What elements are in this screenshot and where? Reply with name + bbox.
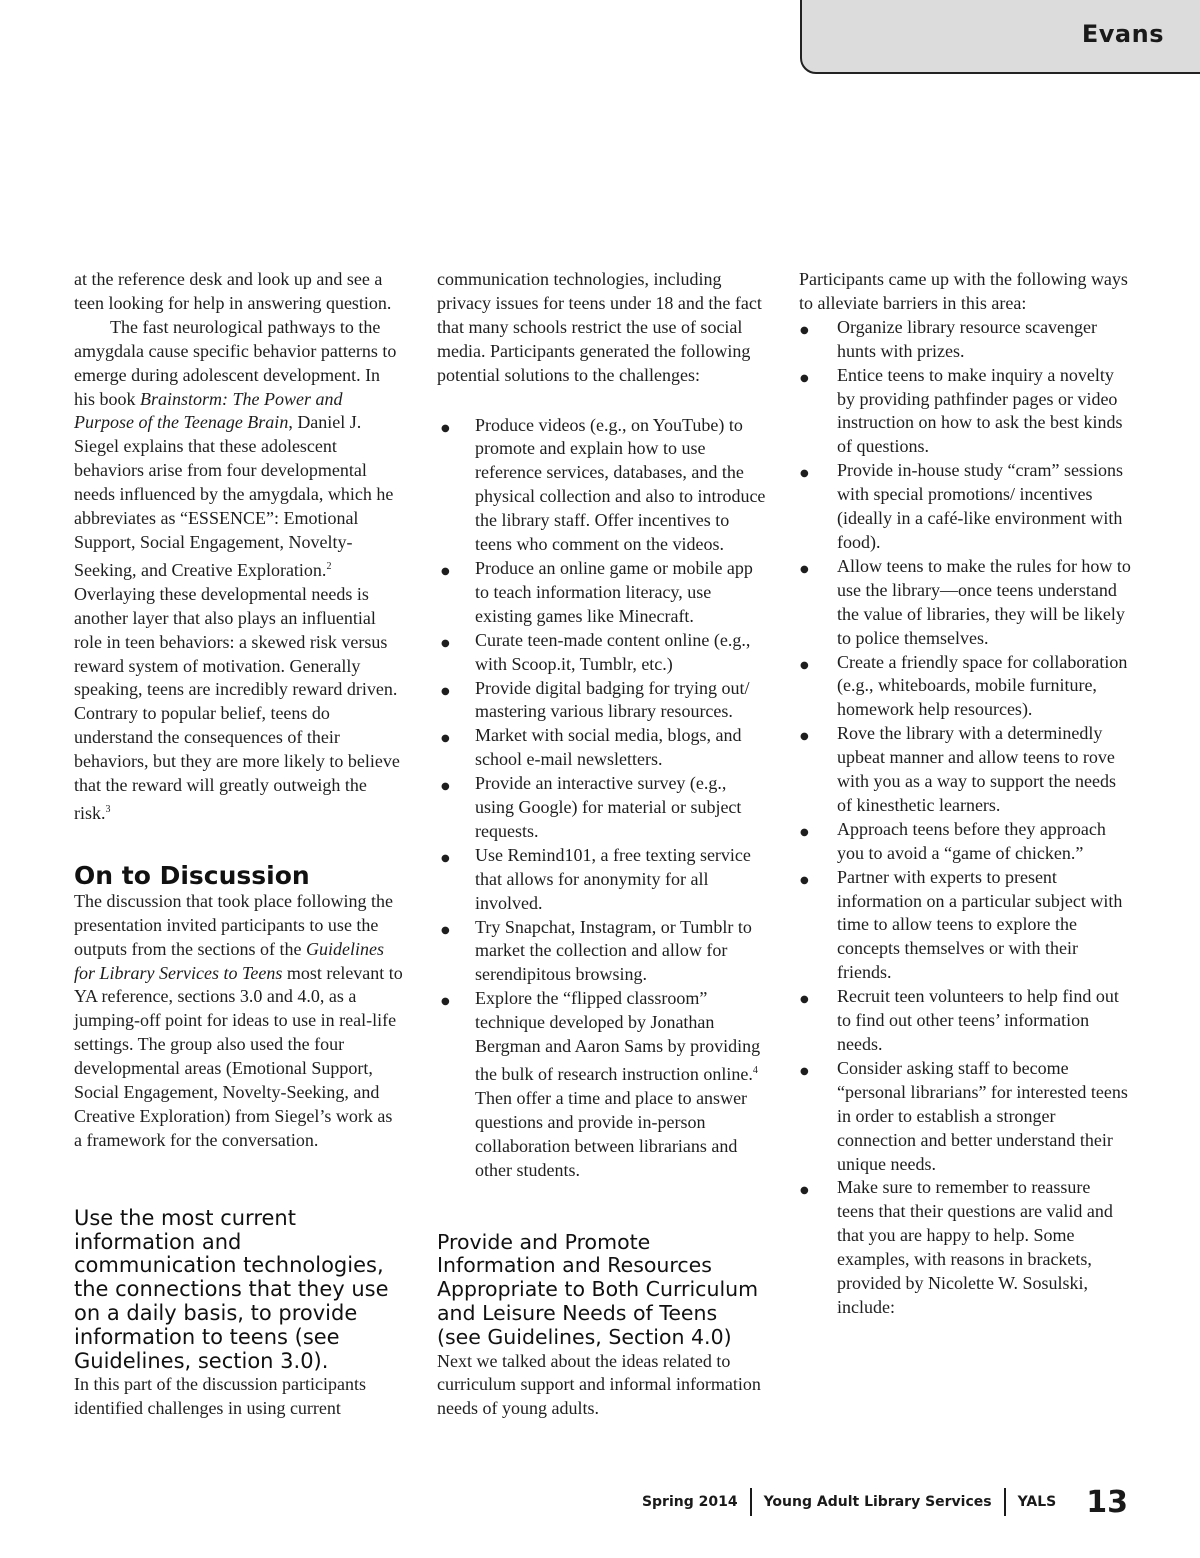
footnote-ref: 4 [752, 1065, 758, 1076]
subsection-heading: Use the most current information and communication technologies, the connections that they use on a daily basis, to provide information to teens (see Guidelines, section 3.0). [74, 1205, 389, 1373]
list-item: ● Try Snapchat, Instagram, or Tumblr to market the collection and allow for serendipitous browsing. [437, 916, 767, 988]
list-item: ● Rove the library with a determinedly upbeat manner and allow teens to rove with you as a way to support the needs of kinesthetic learners. [799, 722, 1131, 818]
list-item: ● Allow teens to make the rules for how to use the library—once teens understand the value of libraries, they will be likely to police themselves. [799, 555, 1131, 651]
list-item: ● Organize library resource scavenger hunts with prizes. [799, 316, 1131, 364]
paragraph [74, 316, 404, 826]
page-number: 13 [1086, 1484, 1128, 1520]
list-item: ● Entice teens to make inquiry a novelty by providing pathfinder pages or video instruction on how to ask the best kinds of questions. [799, 364, 1131, 460]
list-item: ● Provide digital badging for trying out/ mastering various library resources. [437, 677, 767, 725]
text-run: Explore the “flipped classroom” technique developed by Jonathan Bergman and Aaron Sams by providing the bulk of research instruction online. [475, 988, 761, 1084]
list-item: ● Use Remind101, a free texting service that allows for anonymity for all involved. [437, 844, 767, 916]
paragraph: Next we talked about the ideas related to curriculum support and informal information needs of young adults. [437, 1350, 761, 1419]
column-1 [74, 268, 404, 1421]
paragraph [74, 890, 404, 1153]
text-run: Overlaying these developmental needs is another layer that also plays an influential role in teen behaviors: a skewed risk versus reward system of motivation. Generally speaking, teens are incredibly reward driven. Contrary to popular belief, teens do understand the consequences of their behaviors, but they are more likely to believe that the reward will greatly outweigh the risk. [74, 583, 400, 823]
footer-divider [1004, 1488, 1006, 1516]
list-item: ● Partner with experts to present information on a particular subject with time to allow teens to explore the concepts themselves or with their friends. [799, 866, 1131, 986]
paragraph: at the reference desk and look up and see a teen looking for help in answering question. [74, 269, 392, 313]
footnote-ref: 3 [105, 803, 111, 815]
guidelines-title: Guidelines for Library Services to Teens [74, 938, 384, 983]
list-item: ● Make sure to remember to reassure teens that their questions are valid and that you are happy to help. Some examples, with reasons in brackets, provided by Nicolette W. Sosulski, include: [799, 1176, 1131, 1319]
text-run: The fast neurological pathways to the amygdala cause specific behavior patterns to emerge during adolescent development. In his book [74, 316, 397, 409]
footnote-ref: 2 [326, 560, 332, 572]
barriers-list [799, 316, 1131, 1320]
journal-abbrev: YALS [1017, 1494, 1057, 1510]
footer-divider [750, 1488, 752, 1516]
list-item: ● Consider asking staff to become “personal librarians” for interested teens in order to establish a stronger connection and better understand their unique needs. [799, 1057, 1131, 1177]
author-name: Evans [1081, 20, 1164, 48]
section-heading: On to Discussion [74, 860, 310, 890]
subsection-heading: Provide and Promote Information and Resources Appropriate to Both Curriculum and Leisure Needs of Teens (see Guidelines, Section 4.0) [437, 1229, 759, 1349]
text-run: , Daniel J. Siegel explains that these adolescent behaviors arise from four developmental needs influenced by the amygdala, which he abbreviates as “ESSENCE”: Emotional Support, Social Engagement, Novelty-Seeking, and Creative Exploration. [74, 412, 394, 580]
text-run: Then offer a time and place to answer questions and provide in-person collaboration between librarians and other students. [475, 1087, 748, 1180]
list-item: ● Create a friendly space for collaboration (e.g., whiteboards, mobile furniture, homework help resources). [799, 651, 1131, 723]
page-footer [642, 1482, 1128, 1522]
solutions-list [437, 414, 767, 1183]
paragraph: In this part of the discussion participants identified challenges in using current [74, 1374, 366, 1419]
list-item [437, 987, 767, 1182]
list-item: ● Produce videos (e.g., on YouTube) to promote and explain how to use reference services, databases, and the physical collection and also to introduce the library staff. Offer incentives to teens who comment on the videos. [437, 414, 767, 557]
journal-name: Young Adult Library Services [763, 1494, 992, 1510]
column-3 [799, 268, 1131, 1320]
list-item: ● Curate teen-made content online (e.g., with Scoop.it, Tumblr, etc.) [437, 629, 767, 677]
book-title: Brainstorm: The Power and Purpose of the Teenage Brain [74, 388, 343, 433]
paragraph: communication technologies, including privacy issues for teens under 18 and the fact that many schools restrict the use of social media. Participants generated the following potential solutions to the challenges: [437, 269, 762, 385]
list-item: ● Approach teens before they approach you to avoid a “game of chicken.” [799, 818, 1131, 866]
paragraph: Participants came up with the following ways to alleviate barriers in this area: [799, 269, 1128, 313]
list-item: ● Recruit teen volunteers to help find out to find out other teens’ information needs. [799, 985, 1131, 1057]
text-run: The discussion that took place following the presentation invited participants to use the outputs from the sections of the [74, 890, 393, 959]
list-item: ● Provide an interactive survey (e.g., using Google) for material or subject requests. [437, 772, 767, 844]
list-item: ● Provide in-house study “cram” sessions with special promotions/ incentives (ideally in a café-like environment with food). [799, 459, 1131, 555]
list-item: ● Produce an online game or mobile app to teach information literacy, use existing games like Minecraft. [437, 557, 767, 629]
author-tab [800, 0, 1200, 74]
list-item: ● Market with social media, blogs, and school e-mail newsletters. [437, 724, 767, 772]
issue-season: Spring 2014 [641, 1494, 738, 1510]
text-run: most relevant to YA reference, sections 3.0 and 4.0, as a jumping-off point for ideas to use in real-life settings. The group also used the four developmental areas (Emotional Support, Social Engagement, Novelty-Seeking, and Creative Exploration) from Siegel’s work as a framework for the conversation. [74, 962, 403, 1150]
column-2 [437, 268, 767, 1421]
